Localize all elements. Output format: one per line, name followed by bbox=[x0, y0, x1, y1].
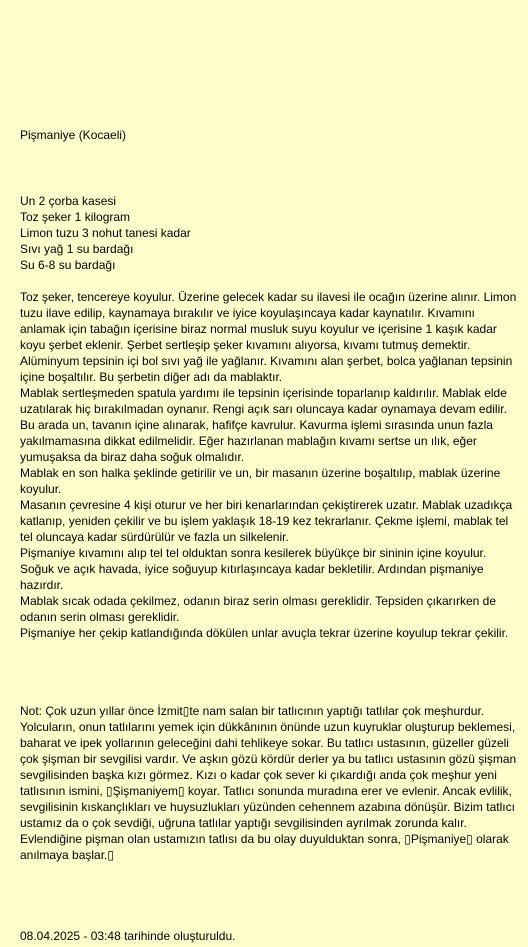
instruction-paragraph: Masanın çevresine 4 kişi oturur ve her biri kenarlarından çekiştirerek uzatır. Mablak uzadıkça katlanıp, yeniden çekilir ve bu işlem yaklaşık 18-19 kez tekrarlanır. Çekme işlemi, mablak tel tel oluncaya kadar sürdürülür ve fazla un silkelenir. bbox=[20, 498, 513, 544]
instructions bbox=[20, 289, 520, 641]
instruction-paragraph: Mablak sıcak odada çekilmez, odanın biraz serin olması gereklidir. Tepsiden çıkarırken de odanın serin olması gereklidir. bbox=[20, 594, 497, 624]
created-timestamp: 08.04.2025 - 03:48 tarihinde oluşturuldu. bbox=[20, 929, 236, 943]
ingredient-item: Su 6-8 su bardağı bbox=[20, 258, 116, 272]
recipe-page bbox=[20, 0, 520, 947]
instruction-paragraph: Mablak en son halka şeklinde getirilir ve un, bir masanın üzerine boşaltılıp, mablak üzerine koyulur. bbox=[20, 466, 501, 496]
instruction-paragraph: Pişmaniye her çekip katlandığında dökülen unlar avuçla tekrar üzerine koyulup tekrar çekilir. bbox=[20, 626, 509, 640]
ingredient-item: Toz şeker 1 kilogram bbox=[20, 210, 131, 224]
instruction-paragraph: Toz şeker, tencereye koyulur. Üzerine gelecek kadar su ilavesi ile ocağın üzerine alınır. Limon tuzu ilave edilip, kaynamaya bırakılır ve iyice koyulaşıncaya kadar kaynatılır. Kıvamını anlamak için tabağın içerisine biraz normal musluk suyu koyulur ve içerisine 1 kaşık kadar koyu şerbet eklenir. Şerbet sertleşip şeker kıvamını alıyorsa, kıvamı tutmuş demektir. Alüminyum tepsinin içi bol sıvı yağ ile yağlanır. Kıvamını alan şerbet, bolca yağlanan tepsinin içine boşaltılır. Bu şerbetin diğer adı da mablaktır. bbox=[20, 290, 517, 384]
ingredients-list bbox=[20, 193, 191, 273]
instruction-paragraph: Mablak sertleşmeden spatula yardımı ile tepsinin içerisinde toparlanıp kaldırılır. Mablak elde uzatılarak hiç bırakılmadan oynanır. Rengi açık sarı oluncaya kadar oynamaya devam edilir. bbox=[20, 386, 507, 416]
instruction-paragraph: Pişmaniye kıvamını alıp tel tel olduktan sonra kesilerek büyükçe bir sininin içine koyulur. Soğuk ve açık havada, iyice soğuyup kıtırlaşıncaya kadar bekletilir. Ardından pişmaniye hazırdır. bbox=[20, 546, 487, 592]
recipe-title: Pişmaniye (Kocaeli) bbox=[20, 128, 127, 142]
ingredient-item: Un 2 çorba kasesi bbox=[20, 194, 117, 208]
story-note: Not: Çok uzun yıllar önce İzmit▯te nam salan bir tatlıcının yaptığı tatlılar çok meşhurdur. Yolcuların, onun tatlılarını yemek için dükkânının önünde uzun kuyruklar oluşturup beklemesi, baharat ve ipek yollarının geleceğini dahi tehlikeye sokar. Bu tatlıcı ustasının, güzeller güzeli çok şişman bir sevgilisi vardır. Ve aşkın gözü kördür derler ya bu tatlıcı ustasının gözü şişman sevgilisinden başka kızı görmez. Kızı o kadar çok sever ki çıkardığı anda çok meşhur yeni tatlısının ismini, ▯Şişmaniyem▯ koyar. Tatlıcı sonunda muradına erer ve evlenir. Ancak evlilik, sevgilisinin kıskançlıkları ve huysuzlukları yüzünden cehennem azabına dönüşür. Bizim tatlıcı ustamız da o çok sevdiği, uğruna tatlılar yaptığı sevgilisinden ayrılmak zorunda kalır. Evlendiğine pişman olan ustamızın tatlısı da bu olay duyulduktan sonra, ▯Pişmaniye▯ olarak anılmaya başlar.▯ bbox=[20, 704, 517, 862]
instruction-paragraph: Bu arada un, tavanın içine alınarak, hafifçe kavrulur. Kavurma işlemi sırasında unun fazla yakılmamasına dikkat edilmelidir. Eğer hazırlanan mablağın kıvamı sertse un ılık, eğer yumuşaksa da biraz daha soğuk olmalıdır. bbox=[20, 418, 493, 464]
ingredient-item: Limon tuzu 3 nohut tanesi kadar bbox=[20, 226, 191, 240]
ingredient-item: Sıvı yağ 1 su bardağı bbox=[20, 242, 134, 256]
